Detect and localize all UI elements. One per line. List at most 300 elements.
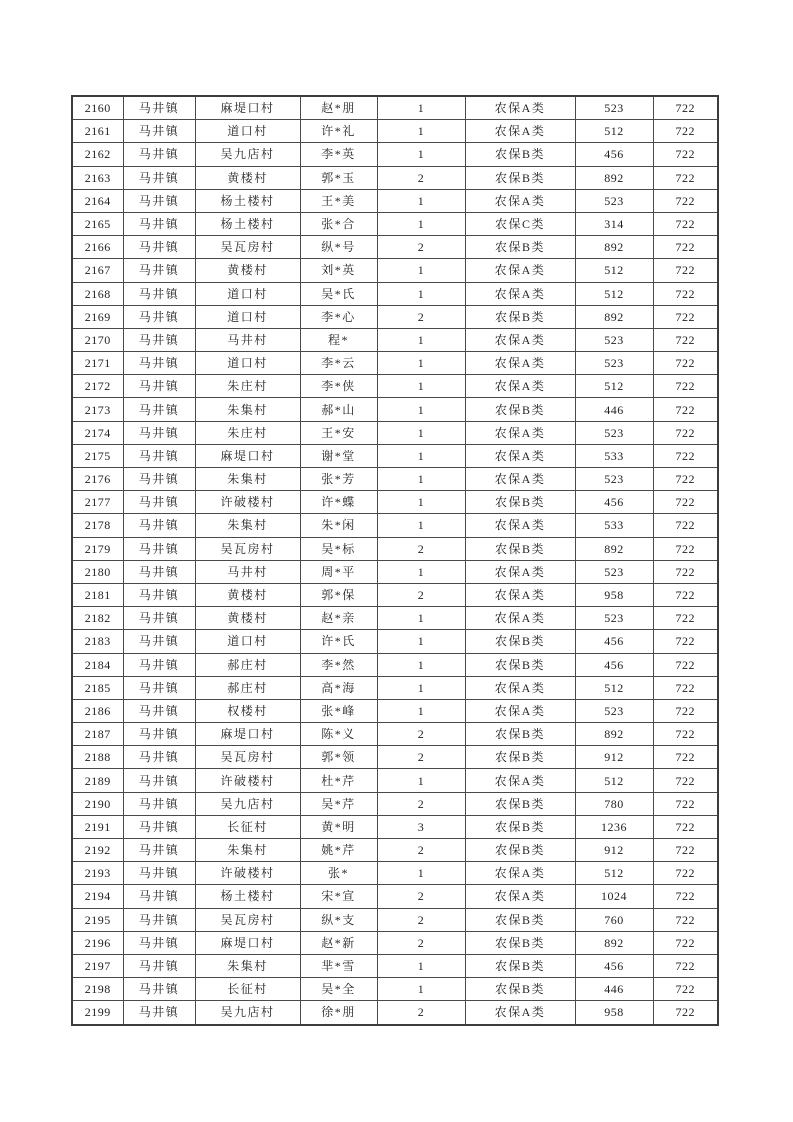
- table-cell-insurance-category: 农保B类: [465, 839, 575, 862]
- table-cell-name: 吴*全: [300, 978, 377, 1001]
- table-cell-name: 赵*亲: [300, 607, 377, 630]
- table-cell-insurance-category: 农保A类: [465, 328, 575, 351]
- table-cell-insurance-category: 农保A类: [465, 1001, 575, 1025]
- table-cell-serial-number: 2165: [72, 212, 123, 235]
- table-cell-amount: 523: [575, 607, 653, 630]
- table-cell-town: 马井镇: [123, 699, 195, 722]
- table-cell-standard-amount: 722: [653, 931, 718, 954]
- table-cell-village: 朱集村: [195, 954, 300, 977]
- roster-table: [71, 95, 719, 1026]
- table-cell-village: 长征村: [195, 978, 300, 1001]
- table-cell-village: 杨土楼村: [195, 885, 300, 908]
- table-cell-village: 吴九店村: [195, 792, 300, 815]
- table-cell-town: 马井镇: [123, 723, 195, 746]
- table-cell-name: 郭*玉: [300, 166, 377, 189]
- table-cell-person-count: 1: [377, 96, 465, 120]
- table-cell-insurance-category: 农保A类: [465, 514, 575, 537]
- table-cell-village: 吴瓦房村: [195, 746, 300, 769]
- table-row: [72, 676, 718, 699]
- table-cell-person-count: 1: [377, 978, 465, 1001]
- table-cell-town: 马井镇: [123, 352, 195, 375]
- table-row: [72, 815, 718, 838]
- table-row: [72, 931, 718, 954]
- table-cell-serial-number: 2194: [72, 885, 123, 908]
- table-cell-standard-amount: 722: [653, 908, 718, 931]
- table-cell-person-count: 1: [377, 189, 465, 212]
- table-cell-standard-amount: 722: [653, 954, 718, 977]
- table-cell-person-count: 2: [377, 236, 465, 259]
- table-cell-village: 马井村: [195, 328, 300, 351]
- table-cell-name: 李*英: [300, 143, 377, 166]
- table-cell-town: 马井镇: [123, 792, 195, 815]
- table-cell-village: 麻堤口村: [195, 96, 300, 120]
- table-cell-village: 黄楼村: [195, 166, 300, 189]
- table-cell-standard-amount: 722: [653, 653, 718, 676]
- table-cell-person-count: 2: [377, 166, 465, 189]
- table-cell-town: 马井镇: [123, 560, 195, 583]
- table-cell-insurance-category: 农保A类: [465, 375, 575, 398]
- table-cell-amount: 892: [575, 236, 653, 259]
- table-cell-village: 道口村: [195, 352, 300, 375]
- table-cell-serial-number: 2191: [72, 815, 123, 838]
- table-cell-name: 杜*芹: [300, 769, 377, 792]
- table-cell-person-count: 1: [377, 421, 465, 444]
- table-cell-amount: 1024: [575, 885, 653, 908]
- table-cell-person-count: 1: [377, 444, 465, 467]
- table-cell-name: 郭*保: [300, 583, 377, 606]
- table-cell-insurance-category: 农保A类: [465, 607, 575, 630]
- table-cell-village: 黄楼村: [195, 607, 300, 630]
- table-cell-insurance-category: 农保A类: [465, 885, 575, 908]
- table-cell-person-count: 1: [377, 630, 465, 653]
- table-cell-town: 马井镇: [123, 630, 195, 653]
- table-cell-amount: 1236: [575, 815, 653, 838]
- table-row: [72, 96, 718, 120]
- table-cell-amount: 523: [575, 468, 653, 491]
- table-cell-standard-amount: 722: [653, 305, 718, 328]
- table-cell-village: 吴瓦房村: [195, 537, 300, 560]
- table-cell-town: 马井镇: [123, 236, 195, 259]
- table-row: [72, 908, 718, 931]
- table-cell-serial-number: 2184: [72, 653, 123, 676]
- table-cell-amount: 523: [575, 189, 653, 212]
- table-cell-name: 刘*英: [300, 259, 377, 282]
- table-cell-amount: 958: [575, 1001, 653, 1025]
- table-row: [72, 259, 718, 282]
- table-cell-town: 马井镇: [123, 862, 195, 885]
- table-cell-village: 许破楼村: [195, 862, 300, 885]
- table-cell-standard-amount: 722: [653, 607, 718, 630]
- table-cell-name: 黄*明: [300, 815, 377, 838]
- table-row: [72, 421, 718, 444]
- table-cell-name: 谢*堂: [300, 444, 377, 467]
- table-cell-amount: 912: [575, 839, 653, 862]
- table-cell-village: 麻堤口村: [195, 931, 300, 954]
- table-cell-village: 麻堤口村: [195, 723, 300, 746]
- table-cell-town: 马井镇: [123, 676, 195, 699]
- table-cell-name: 周*平: [300, 560, 377, 583]
- table-cell-standard-amount: 722: [653, 398, 718, 421]
- table-cell-serial-number: 2168: [72, 282, 123, 305]
- table-cell-amount: 523: [575, 560, 653, 583]
- table-cell-village: 权楼村: [195, 699, 300, 722]
- table-cell-person-count: 1: [377, 769, 465, 792]
- table-cell-amount: 512: [575, 375, 653, 398]
- table-cell-standard-amount: 722: [653, 468, 718, 491]
- table-cell-person-count: 2: [377, 839, 465, 862]
- table-cell-name: 郝*山: [300, 398, 377, 421]
- table-cell-town: 马井镇: [123, 978, 195, 1001]
- table-cell-standard-amount: 722: [653, 839, 718, 862]
- table-cell-name: 张*峰: [300, 699, 377, 722]
- table-cell-serial-number: 2186: [72, 699, 123, 722]
- table-cell-person-count: 2: [377, 908, 465, 931]
- table-cell-insurance-category: 农保B类: [465, 978, 575, 1001]
- table-cell-serial-number: 2173: [72, 398, 123, 421]
- table-cell-town: 马井镇: [123, 653, 195, 676]
- table-cell-name: 姚*芹: [300, 839, 377, 862]
- table-cell-insurance-category: 农保A类: [465, 120, 575, 143]
- table-cell-serial-number: 2198: [72, 978, 123, 1001]
- table-cell-person-count: 1: [377, 862, 465, 885]
- table-cell-village: 黄楼村: [195, 259, 300, 282]
- table-cell-name: 许*氏: [300, 630, 377, 653]
- table-cell-amount: 512: [575, 282, 653, 305]
- table-cell-person-count: 2: [377, 723, 465, 746]
- table-cell-standard-amount: 722: [653, 1001, 718, 1025]
- table-row: [72, 653, 718, 676]
- table-cell-standard-amount: 722: [653, 166, 718, 189]
- table-cell-person-count: 1: [377, 259, 465, 282]
- table-cell-standard-amount: 722: [653, 491, 718, 514]
- table-cell-town: 马井镇: [123, 120, 195, 143]
- table-cell-name: 程*: [300, 328, 377, 351]
- table-cell-serial-number: 2197: [72, 954, 123, 977]
- table-cell-insurance-category: 农保B类: [465, 723, 575, 746]
- table-cell-amount: 523: [575, 421, 653, 444]
- table-cell-amount: 533: [575, 514, 653, 537]
- table-cell-amount: 533: [575, 444, 653, 467]
- table-cell-serial-number: 2170: [72, 328, 123, 351]
- table-cell-standard-amount: 722: [653, 769, 718, 792]
- table-cell-village: 朱集村: [195, 398, 300, 421]
- table-cell-town: 马井镇: [123, 537, 195, 560]
- table-cell-amount: 892: [575, 305, 653, 328]
- table-cell-town: 马井镇: [123, 421, 195, 444]
- table-cell-standard-amount: 722: [653, 421, 718, 444]
- table-cell-person-count: 1: [377, 676, 465, 699]
- table-cell-serial-number: 2189: [72, 769, 123, 792]
- table-cell-town: 马井镇: [123, 769, 195, 792]
- table-cell-amount: 512: [575, 259, 653, 282]
- table-cell-town: 马井镇: [123, 282, 195, 305]
- table-cell-person-count: 1: [377, 398, 465, 421]
- table-cell-amount: 523: [575, 699, 653, 722]
- table-cell-name: 郭*领: [300, 746, 377, 769]
- table-cell-name: 李*侠: [300, 375, 377, 398]
- table-cell-standard-amount: 722: [653, 143, 718, 166]
- table-cell-village: 道口村: [195, 305, 300, 328]
- table-cell-amount: 892: [575, 166, 653, 189]
- table-row: [72, 375, 718, 398]
- table-cell-insurance-category: 农保A类: [465, 444, 575, 467]
- table-cell-village: 朱集村: [195, 514, 300, 537]
- table-cell-serial-number: 2192: [72, 839, 123, 862]
- table-cell-serial-number: 2171: [72, 352, 123, 375]
- table-cell-town: 马井镇: [123, 96, 195, 120]
- table-cell-town: 马井镇: [123, 491, 195, 514]
- table-cell-person-count: 2: [377, 931, 465, 954]
- table-cell-village: 吴九店村: [195, 1001, 300, 1025]
- table-cell-village: 黄楼村: [195, 583, 300, 606]
- table-cell-amount: 892: [575, 931, 653, 954]
- table-cell-name: 纵*支: [300, 908, 377, 931]
- table-cell-standard-amount: 722: [653, 699, 718, 722]
- table-cell-name: 赵*新: [300, 931, 377, 954]
- table-cell-village: 许破楼村: [195, 769, 300, 792]
- table-cell-insurance-category: 农保A类: [465, 96, 575, 120]
- table-cell-person-count: 2: [377, 1001, 465, 1025]
- table-cell-insurance-category: 农保B类: [465, 166, 575, 189]
- table-cell-village: 朱庄村: [195, 421, 300, 444]
- table-cell-name: 王*安: [300, 421, 377, 444]
- table-cell-town: 马井镇: [123, 514, 195, 537]
- table-cell-person-count: 2: [377, 583, 465, 606]
- table-row: [72, 769, 718, 792]
- table-row: [72, 328, 718, 351]
- table-cell-person-count: 1: [377, 282, 465, 305]
- table-cell-village: 吴瓦房村: [195, 236, 300, 259]
- table-cell-person-count: 1: [377, 468, 465, 491]
- table-cell-town: 马井镇: [123, 444, 195, 467]
- table-cell-standard-amount: 722: [653, 328, 718, 351]
- table-row: [72, 583, 718, 606]
- table-cell-standard-amount: 722: [653, 120, 718, 143]
- table-row: [72, 862, 718, 885]
- table-row: [72, 282, 718, 305]
- table-cell-standard-amount: 722: [653, 978, 718, 1001]
- table-cell-insurance-category: 农保A类: [465, 352, 575, 375]
- table-cell-person-count: 1: [377, 560, 465, 583]
- table-cell-village: 道口村: [195, 282, 300, 305]
- table-cell-name: 王*美: [300, 189, 377, 212]
- table-cell-serial-number: 2193: [72, 862, 123, 885]
- table-cell-standard-amount: 722: [653, 676, 718, 699]
- table-cell-name: 李*心: [300, 305, 377, 328]
- table-cell-standard-amount: 722: [653, 352, 718, 375]
- table-row: [72, 746, 718, 769]
- table-cell-town: 马井镇: [123, 143, 195, 166]
- table-cell-standard-amount: 722: [653, 514, 718, 537]
- table-cell-village: 朱集村: [195, 839, 300, 862]
- table-cell-name: 高*海: [300, 676, 377, 699]
- table-cell-person-count: 1: [377, 143, 465, 166]
- table-cell-town: 马井镇: [123, 189, 195, 212]
- table-cell-person-count: 2: [377, 746, 465, 769]
- table-cell-name: 赵*朋: [300, 96, 377, 120]
- table-cell-person-count: 1: [377, 954, 465, 977]
- table-cell-amount: 314: [575, 212, 653, 235]
- table-cell-name: 张*芳: [300, 468, 377, 491]
- table-cell-serial-number: 2180: [72, 560, 123, 583]
- table-cell-town: 马井镇: [123, 839, 195, 862]
- table-row: [72, 699, 718, 722]
- table-cell-insurance-category: 农保A类: [465, 862, 575, 885]
- table-cell-insurance-category: 农保B类: [465, 630, 575, 653]
- table-cell-insurance-category: 农保B类: [465, 908, 575, 931]
- table-cell-village: 朱庄村: [195, 375, 300, 398]
- table-cell-standard-amount: 722: [653, 792, 718, 815]
- table-cell-serial-number: 2161: [72, 120, 123, 143]
- table-row: [72, 444, 718, 467]
- table-cell-insurance-category: 农保B类: [465, 236, 575, 259]
- table-cell-person-count: 3: [377, 815, 465, 838]
- table-cell-town: 马井镇: [123, 328, 195, 351]
- table-cell-serial-number: 2178: [72, 514, 123, 537]
- table-cell-insurance-category: 农保B类: [465, 491, 575, 514]
- table-cell-town: 马井镇: [123, 954, 195, 977]
- table-cell-amount: 512: [575, 769, 653, 792]
- table-cell-insurance-category: 农保B类: [465, 537, 575, 560]
- table-cell-amount: 958: [575, 583, 653, 606]
- table-cell-person-count: 1: [377, 607, 465, 630]
- table-cell-town: 马井镇: [123, 375, 195, 398]
- table-cell-standard-amount: 722: [653, 560, 718, 583]
- table-cell-serial-number: 2177: [72, 491, 123, 514]
- table-cell-name: 吴*标: [300, 537, 377, 560]
- table-cell-standard-amount: 722: [653, 282, 718, 305]
- table-cell-insurance-category: 农保A类: [465, 282, 575, 305]
- table-row: [72, 1001, 718, 1025]
- table-cell-amount: 760: [575, 908, 653, 931]
- table-cell-insurance-category: 农保B类: [465, 143, 575, 166]
- table-cell-standard-amount: 722: [653, 885, 718, 908]
- table-cell-serial-number: 2164: [72, 189, 123, 212]
- table-cell-village: 吴瓦房村: [195, 908, 300, 931]
- table-row: [72, 143, 718, 166]
- table-cell-name: 纵*号: [300, 236, 377, 259]
- table-cell-insurance-category: 农保B类: [465, 931, 575, 954]
- table-cell-village: 许破楼村: [195, 491, 300, 514]
- table-cell-name: 吴*芹: [300, 792, 377, 815]
- table-cell-village: 朱集村: [195, 468, 300, 491]
- table-cell-village: 杨土楼村: [195, 212, 300, 235]
- table-cell-insurance-category: 农保B类: [465, 815, 575, 838]
- table-cell-standard-amount: 722: [653, 537, 718, 560]
- table-cell-standard-amount: 722: [653, 723, 718, 746]
- table-cell-insurance-category: 农保C类: [465, 212, 575, 235]
- table-cell-town: 马井镇: [123, 815, 195, 838]
- table-cell-name: 吴*氏: [300, 282, 377, 305]
- table-row: [72, 514, 718, 537]
- table-cell-insurance-category: 农保B类: [465, 954, 575, 977]
- table-row: [72, 954, 718, 977]
- table-cell-serial-number: 2169: [72, 305, 123, 328]
- table-cell-person-count: 1: [377, 352, 465, 375]
- table-cell-amount: 456: [575, 143, 653, 166]
- table-cell-town: 马井镇: [123, 583, 195, 606]
- table-cell-person-count: 2: [377, 305, 465, 328]
- table-cell-town: 马井镇: [123, 931, 195, 954]
- table-cell-person-count: 1: [377, 653, 465, 676]
- table-row: [72, 305, 718, 328]
- table-row: [72, 120, 718, 143]
- table-cell-serial-number: 2179: [72, 537, 123, 560]
- table-cell-name: 李*然: [300, 653, 377, 676]
- table-cell-serial-number: 2196: [72, 931, 123, 954]
- table-cell-amount: 446: [575, 398, 653, 421]
- table-cell-insurance-category: 农保B类: [465, 305, 575, 328]
- table-cell-person-count: 1: [377, 328, 465, 351]
- table-cell-serial-number: 2160: [72, 96, 123, 120]
- table-cell-serial-number: 2163: [72, 166, 123, 189]
- table-cell-village: 郝庄村: [195, 676, 300, 699]
- table-cell-standard-amount: 722: [653, 236, 718, 259]
- table-cell-serial-number: 2187: [72, 723, 123, 746]
- table-cell-serial-number: 2188: [72, 746, 123, 769]
- table-cell-name: 朱*闲: [300, 514, 377, 537]
- table-cell-insurance-category: 农保B类: [465, 398, 575, 421]
- table-cell-person-count: 2: [377, 885, 465, 908]
- table-cell-standard-amount: 722: [653, 862, 718, 885]
- table-cell-amount: 892: [575, 537, 653, 560]
- table-cell-insurance-category: 农保A类: [465, 259, 575, 282]
- table-cell-serial-number: 2190: [72, 792, 123, 815]
- table-cell-name: 芈*雪: [300, 954, 377, 977]
- table-row: [72, 352, 718, 375]
- table-cell-standard-amount: 722: [653, 212, 718, 235]
- table-cell-standard-amount: 722: [653, 96, 718, 120]
- table-cell-town: 马井镇: [123, 166, 195, 189]
- table-cell-town: 马井镇: [123, 1001, 195, 1025]
- table-row: [72, 607, 718, 630]
- table-cell-insurance-category: 农保A类: [465, 421, 575, 444]
- table-cell-person-count: 1: [377, 514, 465, 537]
- table-cell-person-count: 1: [377, 375, 465, 398]
- table-cell-amount: 912: [575, 746, 653, 769]
- table-cell-serial-number: 2199: [72, 1001, 123, 1025]
- table-cell-serial-number: 2162: [72, 143, 123, 166]
- table-cell-name: 宋*宣: [300, 885, 377, 908]
- table-cell-serial-number: 2182: [72, 607, 123, 630]
- table-cell-amount: 512: [575, 676, 653, 699]
- table-row: [72, 723, 718, 746]
- table-cell-town: 马井镇: [123, 885, 195, 908]
- table-cell-amount: 446: [575, 978, 653, 1001]
- table-cell-village: 马井村: [195, 560, 300, 583]
- table-cell-person-count: 1: [377, 212, 465, 235]
- table-cell-amount: 512: [575, 862, 653, 885]
- table-row: [72, 978, 718, 1001]
- table-cell-person-count: 1: [377, 120, 465, 143]
- table-cell-insurance-category: 农保A类: [465, 468, 575, 491]
- table-cell-town: 马井镇: [123, 398, 195, 421]
- table-cell-serial-number: 2175: [72, 444, 123, 467]
- table-row: [72, 560, 718, 583]
- table-cell-village: 麻堤口村: [195, 444, 300, 467]
- table-cell-person-count: 2: [377, 792, 465, 815]
- table-cell-standard-amount: 722: [653, 375, 718, 398]
- table-cell-village: 吴九店村: [195, 143, 300, 166]
- table-cell-insurance-category: 农保A类: [465, 699, 575, 722]
- table-cell-name: 张*: [300, 862, 377, 885]
- table-cell-amount: 512: [575, 120, 653, 143]
- table-cell-village: 长征村: [195, 815, 300, 838]
- table-cell-standard-amount: 722: [653, 630, 718, 653]
- table-cell-village: 道口村: [195, 120, 300, 143]
- table-cell-serial-number: 2174: [72, 421, 123, 444]
- table-row: [72, 468, 718, 491]
